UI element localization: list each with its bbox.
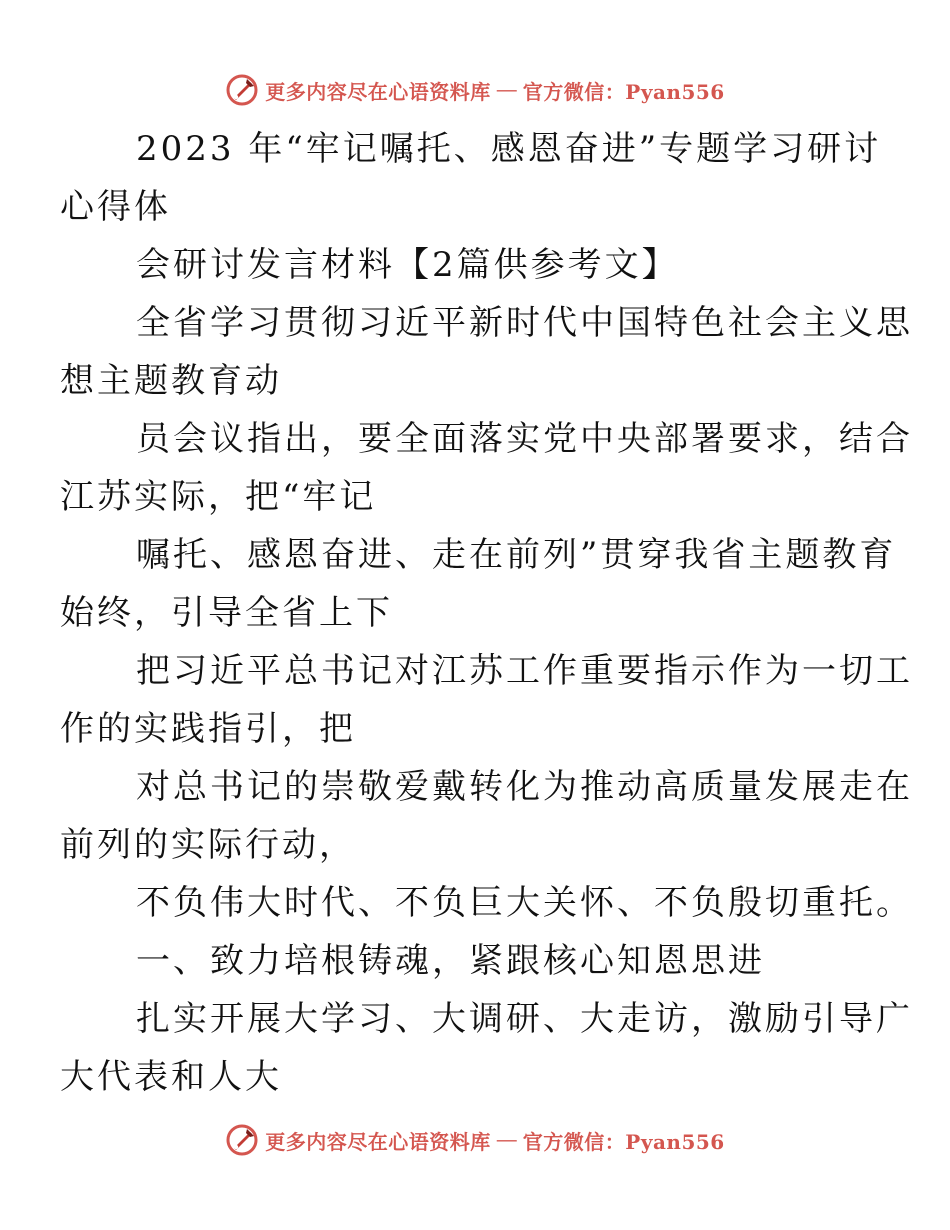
document-body [60, 120, 913, 1106]
text-line: 前列的实际行动， [60, 825, 356, 865]
watermark-site-text: 更多内容尽在心语资料库 [265, 79, 491, 104]
text-line: 大代表和人大 [60, 1057, 282, 1097]
text-line: 对总书记的崇敬爱戴转化为推动高质量发展走在 [136, 767, 913, 807]
paragraph [60, 120, 882, 236]
text-line: 江苏实际，把“牢记 [60, 477, 377, 517]
paragraph [60, 758, 913, 874]
quill-pen-icon [225, 1123, 259, 1157]
header-watermark [0, 68, 950, 112]
section-heading [98, 932, 858, 990]
paragraph [60, 990, 913, 1106]
text-line: 一、致力培根铸魂，紧跟核心知恩思进 [136, 941, 765, 981]
text-line: 想主题教育动 [60, 361, 282, 401]
text-line: 始终，引导全省上下 [60, 593, 393, 633]
paragraph [98, 236, 858, 294]
text-line: 2023 年“牢记嘱托、感恩奋进”专题学习研讨 [136, 129, 882, 169]
watermark-dash: — [496, 1128, 517, 1151]
footer-watermark [0, 1118, 950, 1162]
paragraph [98, 874, 913, 932]
paragraph [60, 410, 913, 526]
paragraph [60, 526, 897, 642]
text-line: 会研讨发言材料【2篇供参考文】 [136, 245, 679, 285]
watermark-contact-text: 官方微信：Pyan556 [522, 1129, 725, 1154]
text-line: 心得体 [60, 187, 171, 227]
text-line: 扎实开展大学习、大调研、大走访，激励引导广 [136, 999, 913, 1039]
text-line: 全省学习贯彻习近平新时代中国特色社会主义思 [136, 303, 913, 343]
watermark-site-text: 更多内容尽在心语资料库 [265, 1129, 491, 1154]
text-line: 不负伟大时代、不负巨大关怀、不负殷切重托。 [136, 883, 913, 923]
paragraph [60, 294, 913, 410]
watermark-dash: — [496, 78, 517, 101]
text-line: 把习近平总书记对江苏工作重要指示作为一切工 [136, 651, 913, 691]
text-line: 作的实践指引，把 [60, 709, 356, 749]
text-line: 员会议指出，要全面落实党中央部署要求，结合 [136, 419, 913, 459]
text-line: 嘱托、感恩奋进、走在前列”贯穿我省主题教育 [136, 535, 897, 575]
paragraph [60, 642, 913, 758]
quill-pen-icon [225, 73, 259, 107]
watermark-contact-text: 官方微信：Pyan556 [522, 79, 725, 104]
